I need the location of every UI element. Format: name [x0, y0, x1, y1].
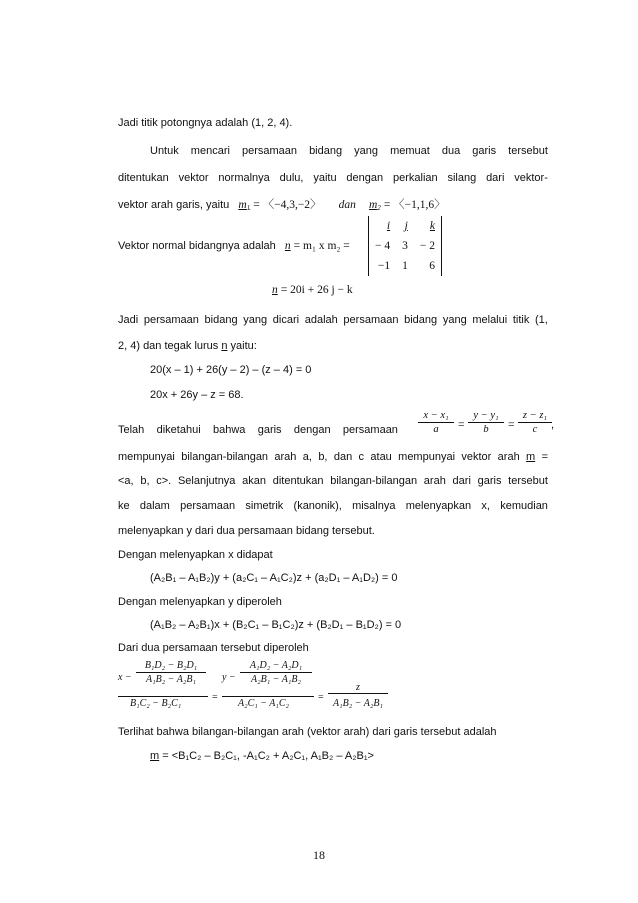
word: mempunyai	[398, 451, 456, 463]
matrix-cell: −1	[377, 260, 391, 272]
word: vektor	[178, 172, 209, 184]
paragraph-line	[118, 500, 548, 512]
word: dan	[333, 451, 353, 463]
word: Selanjutnya	[177, 475, 236, 487]
word: persamaan	[143, 314, 199, 326]
paragraph-line: Dengan melenyapkan y diperoleh	[118, 596, 282, 608]
word: c	[358, 451, 365, 463]
matrix-cell: − 2	[419, 240, 435, 252]
vector-m2-value: = 〈−1,1,6〉	[383, 199, 446, 211]
word: garis	[257, 424, 282, 436]
fraction-3-num: z	[328, 682, 388, 694]
word: c>.	[156, 475, 172, 487]
word: bilangan-bilangan	[330, 475, 418, 487]
compound-fraction-equation	[118, 660, 388, 716]
word: atau	[370, 451, 392, 463]
normal-result-expr: = 20i + 26 j − k	[280, 284, 353, 296]
normal-vector-result	[272, 284, 353, 296]
paragraph-line	[118, 451, 548, 463]
text: vektor arah garis, yaitu	[118, 199, 230, 211]
word: garis	[472, 145, 497, 157]
word: tersebut	[508, 475, 548, 487]
word: dua	[441, 145, 461, 157]
symmetric-equation	[418, 410, 558, 440]
word-dan: dan	[338, 199, 356, 211]
paragraph-line: Dengan melenyapkan x didapat	[118, 549, 273, 561]
word: yaitu	[313, 172, 337, 184]
word: Untuk	[150, 145, 179, 157]
fraction-x: $\frac{\text{x − x₁}}{a}$	[418, 410, 454, 435]
matrix-cell: 1	[402, 260, 408, 272]
word: bahwa	[212, 424, 246, 436]
fraction-y: $\frac{\text{y − y₁}}{b}$	[468, 410, 504, 435]
word: bidang	[404, 314, 438, 326]
word: yang	[243, 314, 268, 326]
word: adalah	[304, 314, 338, 326]
word: simetrik	[245, 500, 284, 512]
word: arah	[423, 475, 446, 487]
word: dari	[486, 172, 505, 184]
word: normalnya	[218, 172, 270, 184]
word: bidang	[309, 145, 343, 157]
word: (kanonik),	[293, 500, 342, 512]
word: m	[526, 451, 536, 463]
paragraph-line	[118, 424, 398, 436]
word: =	[541, 451, 548, 463]
paragraph-line	[118, 314, 548, 326]
word: persamaan	[241, 145, 298, 157]
vector-n: n	[272, 284, 278, 296]
word: b,	[318, 451, 328, 463]
word: dulu,	[279, 172, 304, 184]
word: a,	[302, 451, 312, 463]
word: ditentukan	[118, 172, 169, 184]
direction-components: = <B₁C₂ – B₂C₁, -A₁C₂ + A₂C₁, A₁B₂ – A₂B₁>	[159, 750, 374, 762]
word: dengan	[346, 172, 384, 184]
paragraph-line: melenyapkan y dari dua persamaan bidang tersebut.	[118, 525, 375, 537]
word: dicari	[272, 314, 300, 326]
word: persamaan	[342, 424, 398, 436]
paragraph-line	[118, 340, 257, 352]
word: bidang	[204, 314, 238, 326]
word: ke	[118, 500, 130, 512]
word: arah	[497, 451, 520, 463]
word: Telah	[118, 424, 145, 436]
fraction-2-top: y − $\frac{\text{A₁D₂ − A₂D₁}}{\text{A₂B₁ − A₁B₂}}$	[222, 660, 314, 697]
comma: ,	[551, 419, 555, 431]
vector-m1: $m_1$	[238, 199, 251, 212]
vector-m: m	[150, 750, 160, 762]
matrix-cell: k	[429, 220, 435, 232]
word: titik	[512, 314, 530, 326]
word: yang	[442, 314, 467, 326]
word: kemudian	[500, 500, 548, 512]
vector-m1-value: = 〈−4,3,−2〉	[253, 199, 322, 211]
word: b,	[140, 475, 150, 487]
fraction-2-den: A₂C₁ − A₁C₂	[238, 698, 290, 709]
word: bilangan-bilangan	[181, 451, 269, 463]
word: memuat	[390, 145, 430, 157]
matrix-cell: i	[386, 220, 391, 232]
matrix-cell: j	[404, 220, 408, 232]
word: arah	[274, 451, 297, 463]
vector-n: n	[284, 240, 291, 252]
vector-m2: $m_2$	[368, 199, 381, 212]
word: silang	[447, 172, 477, 184]
word: dari	[452, 475, 471, 487]
fraction-1-top: x − $\frac{\text{B₁D₂ − B₂D₁}}{\text{A₁B₂ − A₂B₁}}$	[118, 660, 208, 697]
equals: =	[508, 419, 515, 431]
word: garis	[477, 475, 502, 487]
text: yaitu:	[227, 340, 257, 352]
equation-1: 20(x – 1) + 26(y – 2) – (z – 4) = 0	[150, 364, 312, 376]
equation-4: (A₁B₂ – A₂B₁)x + (B₂C₁ – B₁C₂)z + (B₂D₁ – B₁D₂) = 0	[150, 619, 402, 631]
word: melalui	[472, 314, 508, 326]
word: akan	[242, 475, 267, 487]
matrix-cell: 3	[402, 240, 408, 252]
page-number: 18	[313, 848, 325, 862]
vector-n: n	[221, 340, 228, 352]
equation-3: (A₂B₁ – A₁B₂)y + (a₂C₁ – A₁C₂)z + (a₂D₁ – A₁D₂) = 0	[150, 572, 398, 584]
word: melenyapkan	[405, 500, 472, 512]
word: misalnya	[352, 500, 396, 512]
word: tersebut	[508, 145, 548, 157]
word: vektor	[461, 451, 492, 463]
matrix-cell: − 4	[375, 240, 391, 252]
equals: =	[458, 419, 465, 431]
paragraph-line-vectors	[118, 196, 446, 212]
cross-product-expr: = m₁ x m₂ =	[293, 240, 350, 252]
word: ditentukan	[272, 475, 324, 487]
fraction-3-den: A₁B₂ − A₂B₁	[333, 698, 383, 709]
word: persamaan	[180, 500, 236, 512]
fraction-1-den: B₁C₂ − B₂C₁	[130, 698, 182, 709]
word: <a,	[118, 475, 134, 487]
paragraph-line: Dari dua persamaan tersebut diperoleh	[118, 642, 309, 654]
word: x,	[481, 500, 490, 512]
word: Jadi	[118, 314, 139, 326]
final-direction-vector	[150, 750, 374, 762]
word: mencari	[190, 145, 230, 157]
text: 2, 4) dan tegak lurus	[118, 340, 222, 352]
paragraph-line	[118, 172, 548, 184]
word: dalam	[139, 500, 170, 512]
word: perkalian	[392, 172, 438, 184]
text: Vektor normal bidangnya adalah	[118, 240, 276, 252]
determinant-matrix	[368, 216, 442, 276]
equation-2: 20x + 26y – z = 68.	[150, 389, 244, 401]
normal-vector-line	[118, 240, 350, 252]
paragraph-line	[150, 145, 548, 157]
word: persamaan	[343, 314, 399, 326]
fraction-z: $\frac{\text{z − z₁}}{c}$	[518, 410, 552, 435]
word: dengan	[293, 424, 331, 436]
word: yang	[354, 145, 379, 157]
equals: =	[318, 692, 324, 703]
word: (1,	[535, 314, 548, 326]
paragraph-line	[118, 475, 548, 487]
equals: =	[212, 692, 218, 703]
word: mempunyai	[118, 451, 175, 463]
word: diketahui	[156, 424, 201, 436]
word: vektor-	[514, 172, 548, 184]
matrix-cell: 6	[429, 260, 435, 272]
paragraph-line: Terlihat bahwa bilangan-bilangan arah (vektor arah) dari garis tersebut adalah	[118, 726, 497, 738]
paragraph-intersection: Jadi titik potongnya adalah (1, 2, 4).	[118, 117, 293, 129]
